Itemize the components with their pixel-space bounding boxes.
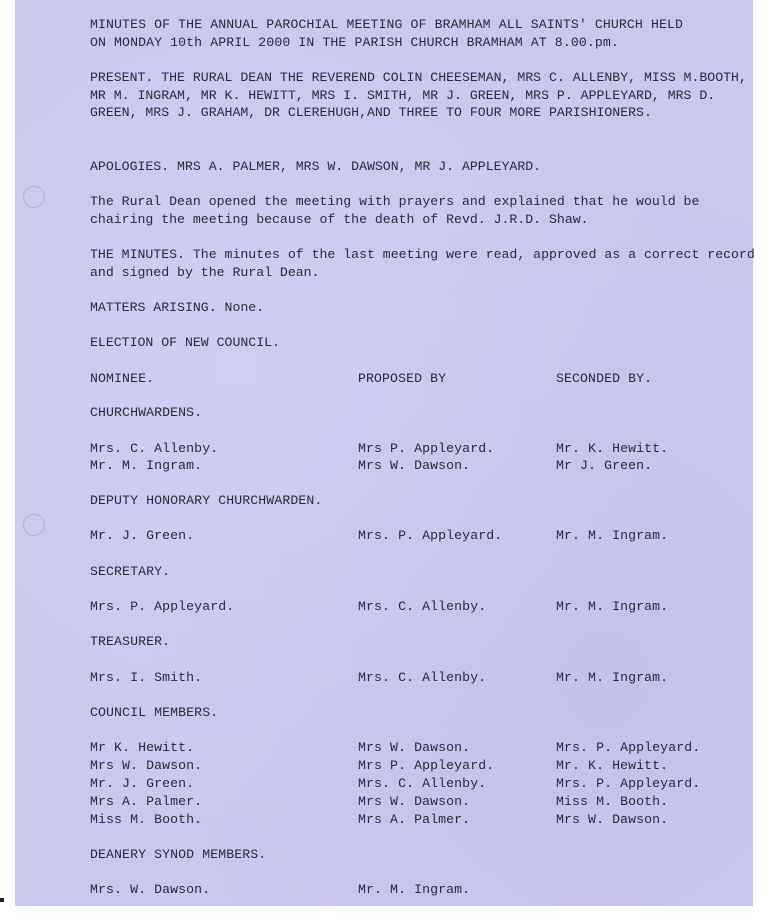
section-title: CHURCHWARDENS. xyxy=(90,405,203,420)
punch-hole-mark xyxy=(23,514,45,536)
seconded-cell: Mr. K. Hewitt. xyxy=(556,758,669,773)
proposed-cell: Mrs. C. Allenby. xyxy=(358,670,487,685)
seconded-cell: Mr. M. Ingram. xyxy=(556,670,669,685)
election-heading: ELECTION OF NEW COUNCIL. xyxy=(90,335,280,350)
proposed-cell: Mrs P. Appleyard. xyxy=(358,758,495,773)
seconded-cell: Mr. M. Ingram. xyxy=(556,599,669,614)
nominee-cell: Mr. J. Green. xyxy=(90,528,195,543)
section-title: DEPUTY HONORARY CHURCHWARDEN. xyxy=(90,493,323,508)
proposed-cell: Mrs W. Dawson. xyxy=(358,458,471,473)
proposed-cell: Mrs W. Dawson. xyxy=(358,740,471,755)
nominee-cell: Mr K. Hewitt. xyxy=(90,740,195,755)
minutes-title-line-2: ON MONDAY 10th APRIL 2000 IN THE PARISH CHURCH BRAMHAM AT 8.00.pm. xyxy=(90,35,619,50)
nominee-cell: Mr. M. Ingram. xyxy=(90,458,203,473)
seconded-cell: Mrs. P. Appleyard. xyxy=(556,776,701,791)
nominee-cell: Mrs. C. Allenby. xyxy=(90,441,219,456)
proposed-cell: Mrs P. Appleyard. xyxy=(358,441,495,456)
minutes-paragraph: THE MINUTES. The minutes of the last meeting were read, approved as a correct record and signed by the Rural Dean. xyxy=(90,247,755,280)
present-paragraph: PRESENT. THE RURAL DEAN THE REVEREND COLIN CHEESEMAN, MRS C. ALLENBY, MISS M.BOOTH, MR M. INGRAM, MR K. HEWITT, MRS I. SMITH, MR J. GREEN, MRS P. APPLEYARD, MRS D. GREEN, MRS J. GRAHAM, DR CLEREHUGH,AND THREE TO FOUR MORE PARISHIONERS. xyxy=(90,70,747,120)
seconded-cell: Mr J. Green. xyxy=(556,458,653,473)
punch-hole-mark xyxy=(23,186,45,208)
section-title: COUNCIL MEMBERS. xyxy=(90,705,219,720)
section-title: TREASURER. xyxy=(90,634,171,649)
seconded-cell: Mrs. P. Appleyard. xyxy=(556,740,701,755)
nominee-cell: Mrs A. Palmer. xyxy=(90,794,203,809)
column-header-seconded: SECONDED BY. xyxy=(556,371,653,386)
seconded-cell: Mr. M. Ingram. xyxy=(556,528,669,543)
matters-arising: MATTERS ARISING. None. xyxy=(90,300,265,315)
proposed-cell: Mrs. P. Appleyard. xyxy=(358,528,503,543)
scan-mark xyxy=(0,898,4,902)
nominee-cell: Miss M. Booth. xyxy=(90,812,203,827)
column-header-nominee: NOMINEE. xyxy=(90,371,155,386)
section-title: SECRETARY. xyxy=(90,564,171,579)
seconded-cell: Mrs W. Dawson. xyxy=(556,812,669,827)
nominee-cell: Mrs. P. Appleyard. xyxy=(90,599,235,614)
section-title: DEANERY SYNOD MEMBERS. xyxy=(90,847,267,862)
seconded-cell: Miss M. Booth. xyxy=(556,794,669,809)
nominee-cell: Mrs W. Dawson. xyxy=(90,758,203,773)
nominee-cell: Mrs. I. Smith. xyxy=(90,670,203,685)
apologies-paragraph: APOLOGIES. MRS A. PALMER, MRS W. DAWSON, MR J. APPLEYARD. xyxy=(90,159,542,174)
proposed-cell: Mrs. C. Allenby. xyxy=(358,599,487,614)
minutes-title-line-1: MINUTES OF THE ANNUAL PAROCHIAL MEETING OF BRAMHAM ALL SAINTS' CHURCH HELD xyxy=(90,17,684,32)
seconded-cell: Mr. K. Hewitt. xyxy=(556,441,669,456)
nominee-cell: Mr. J. Green. xyxy=(90,776,195,791)
proposed-cell: Mrs W. Dawson. xyxy=(358,794,471,809)
nominee-cell: Mrs. W. Dawson. xyxy=(90,882,211,897)
proposed-cell: Mrs. C. Allenby. xyxy=(358,776,487,791)
opening-paragraph: The Rural Dean opened the meeting with prayers and explained that he would be chairing the meeting because of the death of Revd. J.R.D. Shaw. xyxy=(90,194,700,227)
column-header-proposed: PROPOSED BY xyxy=(358,371,447,386)
proposed-cell: Mr. M. Ingram. xyxy=(358,882,471,897)
document-page xyxy=(15,0,753,906)
proposed-cell: Mrs A. Palmer. xyxy=(358,812,471,827)
